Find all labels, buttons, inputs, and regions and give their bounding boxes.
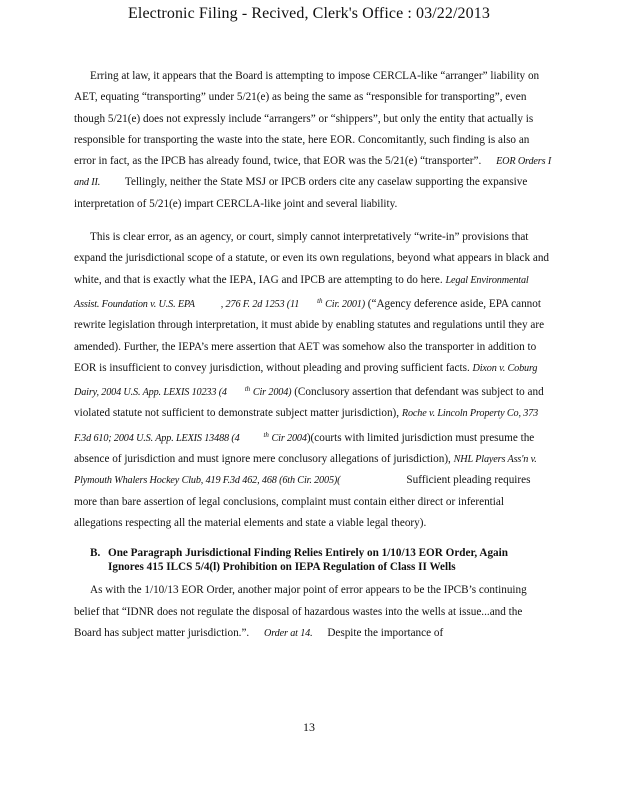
citation-eor-orders: EOR Orders I and II. [74,156,552,189]
document-body [74,66,552,644]
citation-nhl-players: NHL Players Ass'n v. Plymouth Whalers Hockey Club, 419 F.3d 462, 468 (6th Cir. 2005)( [74,454,537,487]
paragraph-text: )(courts with limited jurisdiction must presume the absence of jurisdiction and must ignore mere conclusory allegations of jurisdiction), [74,431,535,466]
citation-roche: Roche v. Lincoln Property Co, 373 F.3d 610; 2004 U.S. App. LEXIS 13488 (4 [74,408,539,444]
paragraph-idnr-regulation [74,580,552,644]
paragraph-text: This is clear error, as an agency, or court, simply cannot interpretatively “write-in” provisions that expand the jurisdictional scope of a statute, or even its own regulations, beyond what appears in black and white, and that is exactly what the IEPA, IAG and IPCB are attempting to do here. [74,231,550,286]
section-title-line1: One Paragraph Jurisdictional Finding Relies Entirely on 1/10/13 EOR Order, Again [108,547,508,560]
paragraph-text: Erring at law, it appears that the Board is attempting to impose CERCLA-like “arranger” liability on AET, equating “transporting” under 5/21(e) as being the same as “responsible for transporting”, even though 5/21(e) does not expressly include “arrangers” or “shippers”, but only the entity that actually is responsible for transporting the waste into the state, here EOR. Concomitantly, such finding is also an error in fact, as the IPCB has already found, twice, that EOR was the 5/21(e) “transporter”. [74,70,540,168]
section-label: B. [90,547,101,560]
paragraph-text: Despite the importance of [327,626,444,639]
citation-dixon: Dixon v. Coburg Dairy, 2004 U.S. App. LEXIS 10233 (4 [74,362,538,399]
page-number: 13 [303,720,315,734]
section-title-line2: Ignores 415 ILCS 5/4(l) Prohibition on IEPA Regulation of Class II Wells [108,561,456,574]
paragraph-arranger-liability [74,66,552,215]
paragraph-text: (Conclusory assertion that defendant was subject to and violated statute not sufficient to demonstrate subject matter jurisdiction), [74,386,544,420]
paragraph-text: Sufficient pleading requires more than bare assertion of legal conclusions, complaint must contain either direct or inferential allegations respecting all the material elements and state a viable legal theory). [74,474,531,529]
section-heading-b [90,546,552,574]
filing-header: Electronic Filing - Recived, Clerk's Office : 03/22/2013 [128,5,490,22]
paragraph-text: (“Agency deference aside, EPA cannot rewrite legislation through interpretation, it must abide by enabling statutes and regulations until they are amended). Further, the IEPA’s mere assertion that AET was somehow also the transporter in addition to EOR is insufficient to convey jurisdiction, without pleading and proving sufficient facts. [74,297,545,374]
citation-legal-environmental: Legal Environmental Assist. Foundation v. U.S. EPA [74,274,529,310]
paragraph-write-in-provisions: This is clear error, as an agency, or court, simply cannot interpretatively “write-in” provisions that expand the jurisdictional scope of a statute, or even its own regulations, beyond what appears in black and white, and that is exactly what the IEPA, IAG and IPCB are attempting to do here. Legal Environmental Assist. Foundation v. U.S. EPA , 276 F. 2d 1253 (11 $^{th}$ Cir. 2001) (“Agency deference aside, EPA cannot rewrite legislation through interpretation, it must abide by enabling statutes and regulations until they are amended). Further, the IEPA’s mere assertion that AET was somehow also the transporter in addition to EOR is insufficient to convey jurisdiction, without pleading and proving sufficient facts. Dixon v. Coburg Dairy, 2004 U.S. App. LEXIS 10233 (4 $^{th}$ Cir 2004) (Conclusory assertion that defendant was subject to and violated statute not sufficient to demonstrate subject matter jurisdiction), Roche v. Lincoln Property Co, 373 F.3d 610; 2004 U.S. App. LEXIS 13488 (4 $^{th}$ Cir 2004)(courts with limited jurisdiction must presume the absence of jurisdiction and must ignore mere conclusory allegations of jurisdiction), NHL Players Ass'n v. Plymouth Whalers Hockey Club, 419 F.3d 462, 468 (6th Cir. 2005)( Sufficient pleading requires more than bare assertion of legal conclusions, complaint must contain either direct or inferential allegations respecting all the material elements and state a viable legal theory). [74,231,550,529]
citation-order-at-14: Order at 14. [264,627,313,639]
paragraph-text: Tellingly, neither the State MSJ or IPCB orders cite any caselaw supporting the expansive interpretation of 5/21(e) impart CERCLA-like joint and several liability. [74,176,528,210]
paragraph-text: As with the 1/10/13 EOR Order, another major point of error appears to be the IPCB’s continuing belief that “IDNR does not regulate the disposal of hazardous wastes into the wells at issue...and the Board has subject matter jurisdiction.”. [74,584,527,639]
